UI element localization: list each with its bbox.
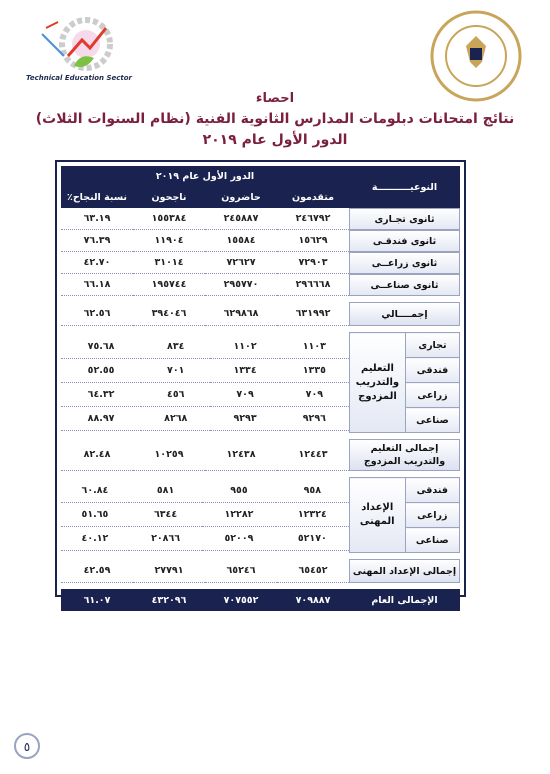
cell-passed: ١٠٢٥٩ — [133, 439, 205, 471]
col-header-pass-rate: نسبة النجاح٪ — [61, 186, 133, 208]
cell-applicants: ١١٠٣ — [280, 334, 349, 358]
cell-attendees: ٩٥٥ — [202, 479, 275, 503]
page-number: ٥ — [14, 733, 40, 759]
round-header: الدور الأول عام ٢٠١٩ — [61, 166, 349, 186]
cell-applicants: ١٥٦٢٩ — [277, 230, 349, 252]
table-row — [61, 274, 460, 296]
cell-passed: ٣٩٤٠٤٦ — [133, 302, 205, 326]
cell-attendees: ٢٩٥٧٧٠ — [205, 274, 277, 296]
cell-pass-rate: ٥١.٦٥ — [61, 503, 129, 527]
table-row — [61, 208, 460, 230]
cell-pass-rate: ٦٣.١٩ — [61, 208, 133, 230]
page-titles — [0, 90, 550, 150]
table-row — [61, 332, 460, 433]
row-label: زراعى — [405, 503, 459, 528]
cell-attendees: ٧٠٩ — [210, 382, 279, 406]
cell-applicants: ٥٢١٧٠ — [276, 527, 349, 551]
cell-applicants: ٧٠٩٨٨٧ — [277, 589, 349, 611]
row-label: ثانوى زراعــى — [349, 252, 460, 274]
cell-attendees: ٧٠٧٥٥٢ — [205, 589, 277, 611]
total-label: إجمالى الإعداد المهنى — [349, 559, 460, 583]
ministry-seal — [430, 10, 522, 102]
total-row — [61, 559, 460, 583]
cell-attendees: ٩٢٩٣ — [210, 406, 279, 430]
title-statistics: احصاء — [255, 91, 295, 106]
row-label: ثانوى تجـارى — [349, 208, 460, 230]
vocational-values — [61, 479, 349, 552]
col-header-attendees: حاضرون — [205, 186, 277, 208]
total-row — [61, 302, 460, 326]
row-label: ثانوى صناعــى — [349, 274, 460, 296]
cell-passed: ٢٠٨٦٦ — [129, 527, 202, 551]
cell-attendees: ٧٢٦٢٧ — [205, 252, 277, 274]
total-row — [61, 439, 460, 471]
cell-attendees: ٦٥٢٤٦ — [205, 559, 277, 583]
table-row — [61, 230, 460, 252]
dual-group-label: التعليم والتدريب المزدوج — [350, 333, 406, 433]
grand-total-label: الإجمالى العام — [349, 589, 460, 611]
cell-attendees: ١٣٣٤ — [210, 358, 279, 382]
row-label: تجارى — [405, 333, 459, 358]
vocational-group-label: الإعداد المهنى — [350, 478, 406, 553]
cell-attendees: ٢٤٥٨٨٧ — [205, 208, 277, 230]
cell-pass-rate: ٤٢.٧٠ — [61, 252, 133, 274]
cell-passed: ٥٨١ — [129, 479, 202, 503]
cell-pass-rate: ٦٦.١٨ — [61, 274, 133, 296]
cell-passed: ٣١٠١٤ — [133, 252, 205, 274]
row-label: صناعى — [405, 408, 459, 433]
cell-pass-rate: ٧٦.٣٩ — [61, 230, 133, 252]
cell-passed: ٢٧٧٩١ — [133, 559, 205, 583]
cell-pass-rate: ٥٢.٥٥ — [61, 358, 141, 382]
technical-education-logo — [24, 12, 134, 90]
grand-total-row — [61, 589, 460, 611]
cell-passed: ٧٠١ — [141, 358, 210, 382]
table-row — [61, 477, 460, 553]
cell-passed: ٦٣٤٤ — [129, 503, 202, 527]
title-round: الدور الأول عام ٢٠١٩ — [202, 132, 348, 148]
cell-applicants: ١٣٣٥ — [280, 358, 349, 382]
row-label: زراعى — [405, 383, 459, 408]
gear-logo-icon — [24, 12, 134, 76]
cell-attendees: ١٥٥٨٤ — [205, 230, 277, 252]
total-label: إجمــــالي — [349, 302, 460, 326]
cell-applicants: ٦٥٤٥٢ — [277, 559, 349, 583]
cell-applicants: ٩٥٨ — [276, 479, 349, 503]
cell-applicants: ٩٢٩٦ — [280, 406, 349, 430]
cell-pass-rate: ٦٤.٣٢ — [61, 382, 141, 406]
cell-applicants: ٧٢٩٠٣ — [277, 252, 349, 274]
ministry-seal-icon — [430, 10, 522, 102]
row-label: فندقى — [405, 358, 459, 383]
cell-attendees: ١٢٢٨٢ — [202, 503, 275, 527]
row-label: فندقى — [405, 478, 459, 503]
logo-caption: Technical Education Sector — [25, 74, 132, 82]
cell-attendees: ١١٠٢ — [210, 334, 279, 358]
cell-attendees: ١٢٤٣٨ — [205, 439, 277, 471]
cell-applicants: ٢٩٦٦٦٨ — [277, 274, 349, 296]
cell-applicants: ١٢٣٢٤ — [276, 503, 349, 527]
row-label: صناعى — [405, 528, 459, 553]
table-row — [61, 252, 460, 274]
cell-pass-rate: ٨٨.٩٧ — [61, 406, 141, 430]
cell-pass-rate: ٧٥.٦٨ — [61, 334, 141, 358]
type-header: النوعيــــــــــة — [349, 166, 460, 208]
row-label: ثانوى فندقـى — [349, 230, 460, 252]
cell-pass-rate: ٤٠.١٢ — [61, 527, 129, 551]
title-results: نتائج امتحانات دبلومات المدارس الثانوية الفنية (نظام السنوات الثلاث) — [35, 111, 515, 127]
dual-values — [61, 334, 349, 431]
cell-passed: ١٩٥٧٤٤ — [133, 274, 205, 296]
cell-pass-rate: ٦٠.٨٤ — [61, 479, 129, 503]
cell-applicants: ١٢٤٤٣ — [277, 439, 349, 471]
total-label: إجمالى التعليم والتدريب المزدوج — [349, 439, 460, 471]
cell-pass-rate: ٨٢.٤٨ — [61, 439, 133, 471]
vocational-subtable — [349, 477, 460, 553]
cell-passed: ٤٣٢٠٩٦ — [133, 589, 205, 611]
cell-applicants: ٦٣١٩٩٢ — [277, 302, 349, 326]
cell-pass-rate: ٤٢.٥٩ — [61, 559, 133, 583]
cell-pass-rate: ٦١.٠٧ — [61, 589, 133, 611]
col-header-passed: ناجحون — [133, 186, 205, 208]
results-table — [61, 166, 460, 611]
cell-attendees: ٦٢٩٨٦٨ — [205, 302, 277, 326]
dual-subtable — [349, 332, 460, 433]
cell-applicants: ٧٠٩ — [280, 382, 349, 406]
cell-passed: ٨٢٦٨ — [141, 406, 210, 430]
cell-pass-rate: ٦٢.٥٦ — [61, 302, 133, 326]
cell-passed: ٨٣٤ — [141, 334, 210, 358]
cell-passed: ٤٥٦ — [141, 382, 210, 406]
cell-attendees: ٥٢٠٠٩ — [202, 527, 275, 551]
col-header-applicants: متقدمون — [277, 186, 349, 208]
cell-applicants: ٢٤٦٧٩٢ — [277, 208, 349, 230]
cell-passed: ١٥٥٣٨٤ — [133, 208, 205, 230]
cell-passed: ١١٩٠٤ — [133, 230, 205, 252]
